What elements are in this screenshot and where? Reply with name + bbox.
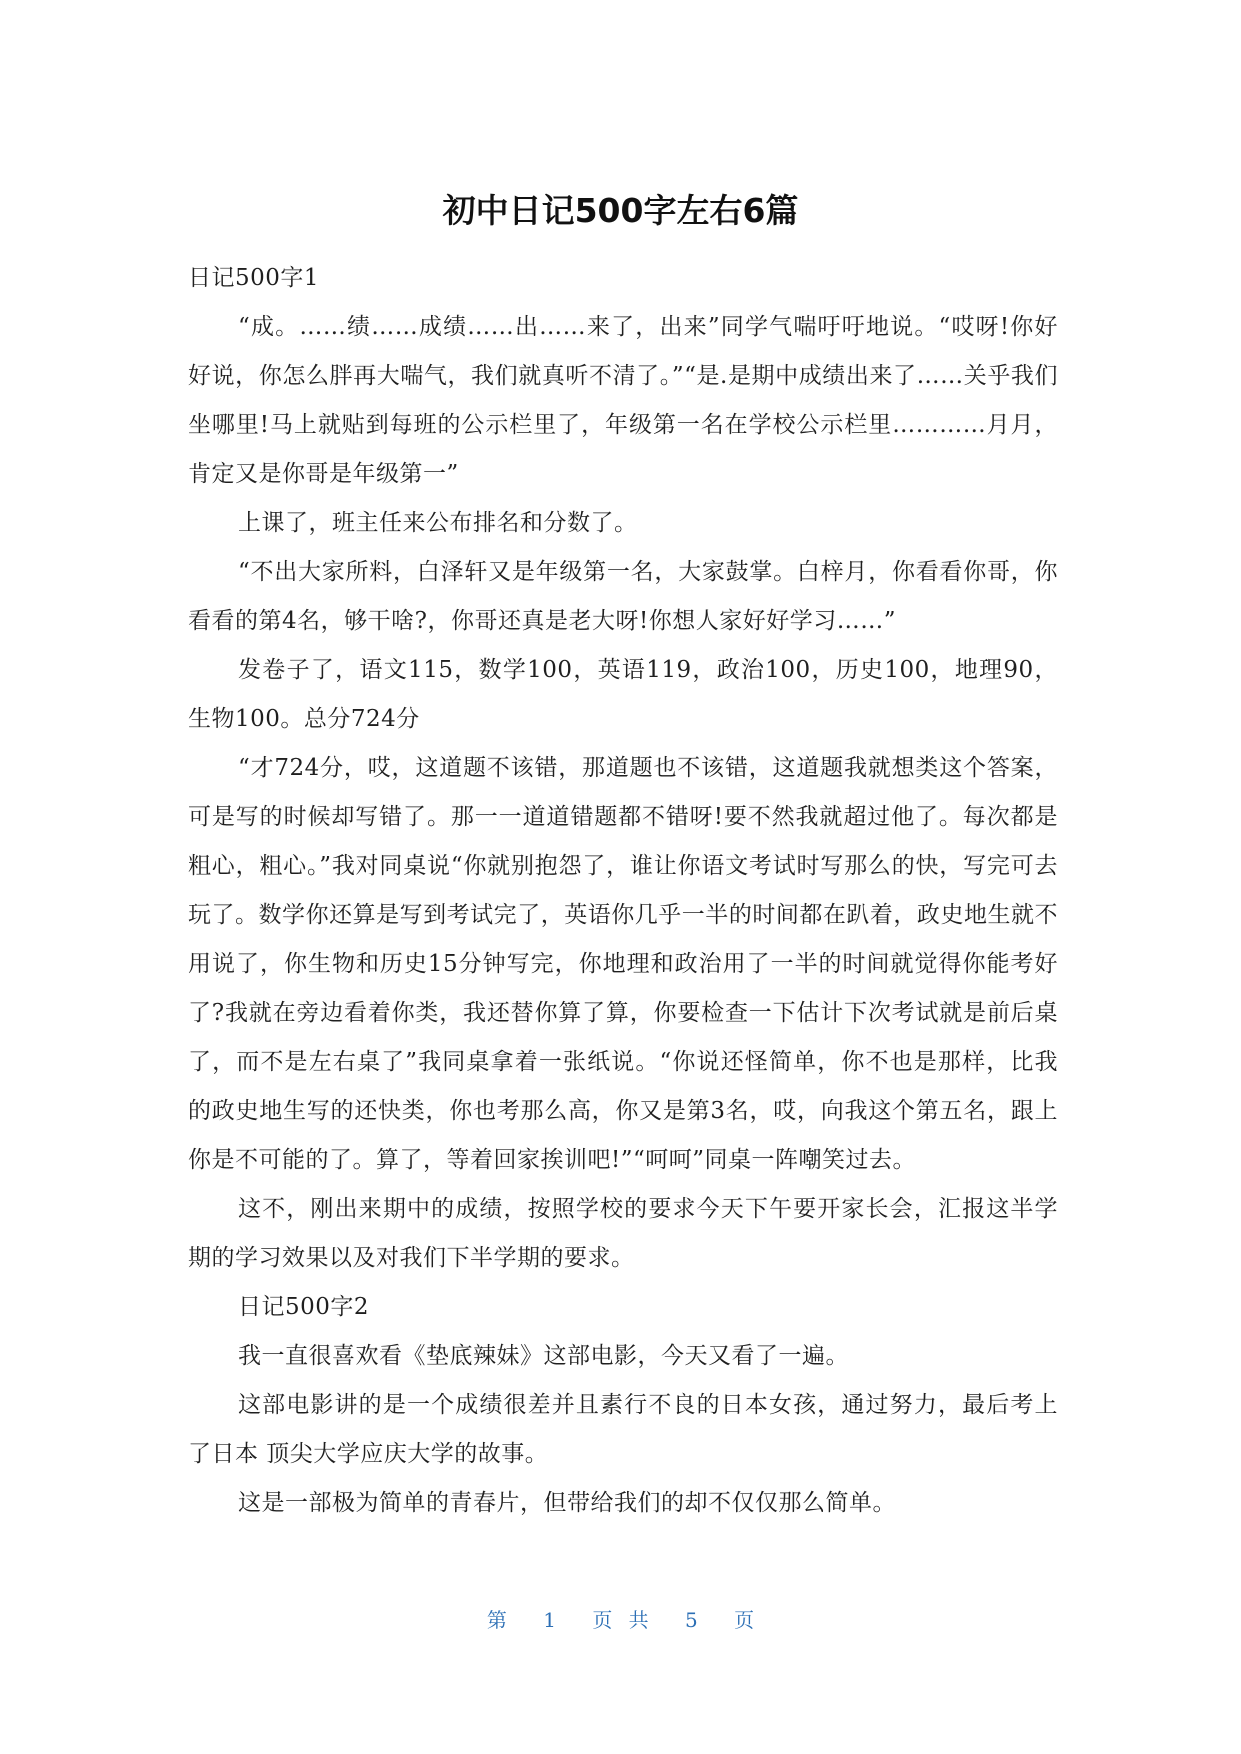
document-body bbox=[188, 254, 1058, 1528]
paragraph: 我一直很喜欢看《垫底辣妹》这部电影，今天又看了一遍。 bbox=[238, 1343, 849, 1369]
footer-label-page: 第 bbox=[486, 1608, 507, 1632]
paragraph: 发卷子了，语文115，数学100，英语119，政治100，历史100，地理90，生物100。总分724分 bbox=[188, 657, 1058, 732]
footer-total-pages: 5 bbox=[685, 1608, 698, 1632]
page-footer bbox=[0, 1606, 1241, 1634]
paragraph: 这部电影讲的是一个成绩很差并且素行不良的日本女孩，通过努力，最后考上了日本 顶尖大学应庆大学的故事。 bbox=[188, 1392, 1058, 1467]
paragraph: 这不，刚出来期中的成绩，按照学校的要求今天下午要开家长会，汇报这半学期的学习效果以及对我们下半学期的要求。 bbox=[188, 1196, 1058, 1271]
paragraph: “才724分，哎，这道题不该错，那道题也不该错，这道题我就想类这个答案，可是写的时候却写错了。那一一道道错题都不错呀!要不然我就超过他了。每次都是粗心，粗心。”我对同桌说“你就别抱怨了，谁让你语文考试时写那么的快，写完可去玩了。数学你还算是写到考试完了，英语你几乎一半的时间都在趴着，政史地生就不用说了，你生物和历史15分钟写完，你地理和政治用了一半的时间就觉得你能考好了?我就在旁边看着你类，我还替你算了算，你要检查一下估计下次考试就是前后桌了，而不是左右桌了”我同桌拿着一张纸说。“你说还怪简单，你不也是那样，比我的政史地生写的还快类，你也考那么高，你又是第3名，哎，向我这个第五名，跟上你是不可能的了。算了，等着回家挨训吧!”“呵呵”同桌一阵嘲笑过去。 bbox=[188, 755, 1058, 1173]
footer-label-of: 页 共 bbox=[592, 1608, 649, 1632]
paragraph: “不出大家所料，白泽轩又是年级第一名，大家鼓掌。白梓月，你看看你哥，你看看的第4名，够干啥?，你哥还真是老大呀!你想人家好好学习……” bbox=[188, 559, 1058, 634]
footer-current-page: 1 bbox=[543, 1608, 556, 1632]
paragraph: “成。……绩……成绩……出……来了，出来”同学气喘吁吁地说。“哎呀!你好好说，你怎么胖再大喘气，我们就真听不清了。”“是.是期中成绩出来了……关乎我们坐哪里!马上就贴到每班的公示栏里了，年级第一名在学校公示栏里…………月月，肯定又是你哥是年级第一” bbox=[188, 314, 1058, 487]
paragraph: 上课了，班主任来公布排名和分数了。 bbox=[238, 510, 638, 536]
footer-label-end: 页 bbox=[734, 1608, 755, 1632]
document-title: 初中日记500字左右6篇 bbox=[442, 191, 799, 230]
paragraph: 这是一部极为简单的青春片，但带给我们的却不仅仅那么简单。 bbox=[238, 1490, 896, 1516]
paragraph-heading-diary-2: 日记500字2 bbox=[238, 1294, 370, 1320]
paragraph-heading-diary-1: 日记500字1 bbox=[188, 265, 320, 291]
